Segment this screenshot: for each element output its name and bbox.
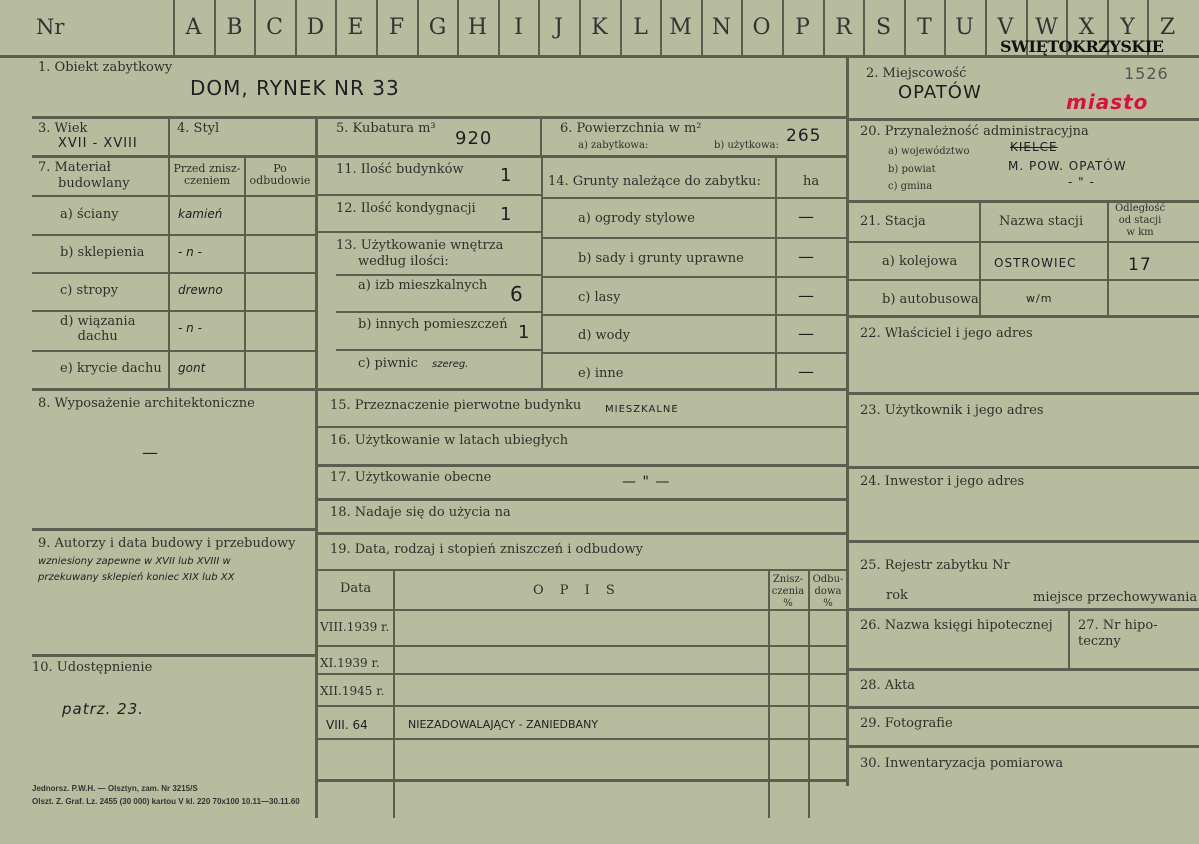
f2-stamp: miasto	[1066, 90, 1149, 114]
row-divider	[848, 118, 1199, 121]
row-divider	[848, 315, 1199, 318]
row-divider	[336, 274, 542, 276]
f21-a-name: OSTROWIEC	[994, 256, 1077, 270]
f11-label: 11. Ilość budynków	[336, 162, 464, 177]
f20-a-value: KIELCE	[1010, 140, 1058, 154]
f17-value: — " —	[622, 474, 671, 490]
f30-label: 30. Inwentaryzacja pomiarowa	[860, 756, 1064, 771]
f14-unit: ha	[803, 174, 820, 189]
f21-label: 21. Stacja	[860, 214, 926, 229]
header-letter-j: J	[554, 14, 563, 40]
header-letter-h: H	[467, 14, 488, 40]
header-letter-m: M	[669, 14, 692, 40]
f15-label: 15. Przeznaczenie pierwotne budynku	[330, 398, 582, 413]
row-divider	[316, 498, 847, 501]
header-letter-c: C	[266, 14, 283, 40]
f25-miejsce: miejsce przechowywania	[1033, 590, 1198, 605]
f14-row-value: —	[798, 207, 815, 226]
f7-row-label: d) wiązania dachu	[60, 314, 136, 344]
f13-a: a) izb mieszkalnych	[358, 278, 488, 293]
f9-value-1: wzniesiony zapewne w XVII lub XVIII w	[38, 556, 231, 567]
header-letter-z: Z	[1159, 14, 1176, 40]
row-divider	[32, 528, 316, 531]
row-divider	[316, 705, 847, 707]
f7-row-label: a) ściany	[60, 207, 119, 222]
f14-row-label: e) inne	[578, 366, 624, 381]
f26-label: 26. Nazwa księgi hipotecznej	[860, 618, 1053, 633]
f3-label: 3. Wiek	[38, 121, 88, 136]
f16-label: 16. Użytkowanie w latach ubiegłych	[330, 433, 569, 448]
row-divider	[32, 116, 847, 119]
cell-divider	[168, 118, 170, 156]
f9-label: 9. Autorzy i data budowy i przebudowy	[38, 536, 296, 551]
f8-value: —	[142, 443, 159, 462]
f7-row-label: e) krycie dachu	[60, 361, 162, 376]
f18-label: 18. Nadaje się do użycia na	[330, 505, 511, 520]
f1-value: DOM, RYNEK NR 33	[190, 76, 400, 100]
col-divider-left	[315, 118, 318, 818]
header-letter-t: T	[917, 14, 932, 40]
header-letter-o: O	[752, 14, 771, 40]
f19-col-opis: O P I S	[533, 583, 621, 598]
f12-label: 12. Ilość kondygnacji	[336, 201, 476, 216]
row-divider	[542, 197, 847, 199]
row-divider	[542, 237, 847, 239]
f7-row-value: kamień	[178, 207, 223, 221]
f25-rok: rok	[886, 588, 908, 603]
f19-col-date: Data	[340, 581, 372, 596]
f14-label: 14. Grunty należące do zabytku:	[548, 174, 761, 189]
f11-value: 1	[500, 165, 513, 186]
f19-row-date: VIII. 64	[326, 718, 368, 732]
row-divider	[32, 350, 316, 352]
f5-value: 920	[455, 128, 493, 149]
f7-row-value: drewno	[178, 283, 223, 297]
header-letter-l: L	[633, 14, 648, 40]
f12-value: 1	[500, 204, 513, 225]
f7-col-after: Po odbudowie	[249, 162, 311, 187]
row-divider	[316, 464, 847, 467]
f4-label: 4. Styl	[177, 121, 220, 136]
f21-a-dist: 17	[1128, 255, 1152, 275]
f7-row-label: b) sklepienia	[60, 245, 145, 260]
row-divider	[848, 540, 1199, 543]
row-divider	[848, 241, 1199, 243]
f7-col-before: Przed znisz- czeniem	[173, 162, 241, 187]
f7-row-value: - n -	[178, 321, 202, 335]
f14-row-label: c) lasy	[578, 290, 621, 305]
row-divider	[316, 231, 542, 233]
f6-b-value: 265	[786, 126, 822, 146]
f13-label2: według ilości:	[358, 254, 449, 269]
header-letter-e: E	[347, 14, 364, 40]
f24-label: 24. Inwestor i jego adres	[860, 474, 1025, 489]
f14-row-label: d) wody	[578, 328, 631, 343]
row-divider	[542, 276, 847, 278]
footer-line-2: Olszt. Z. Graf. Lz. 2455 (30 000) kartou V kl. 220 70x100 10.11—30.11.60	[32, 797, 300, 806]
row-divider	[32, 388, 316, 391]
f19-row-date: XI.1939 r.	[320, 656, 380, 670]
row-divider	[316, 645, 847, 647]
f15-value: MIESZKALNE	[605, 404, 679, 415]
row-divider	[32, 654, 316, 657]
f19-label: 19. Data, rodzaj i stopień zniszczeń i odbudowy	[330, 542, 644, 557]
footer-line-1: Jednorsz. P.W.H. — Olsztyn, zam. Nr 3215/S	[32, 784, 198, 793]
f20-b: b) powiat	[888, 164, 936, 175]
f20-b-value: M. POW. OPATÓW	[1008, 159, 1127, 173]
f13-b-value: 1	[518, 322, 531, 343]
header-letter-y: Y	[1120, 14, 1135, 40]
header-letter-v: V	[997, 14, 1014, 40]
row-divider	[336, 311, 542, 313]
cell-divider	[540, 118, 542, 156]
row-divider	[316, 426, 847, 428]
row-divider	[848, 706, 1199, 709]
f9-value-2: przekuwany sklepień koniec XIX lub XX	[38, 572, 235, 583]
f8-label: 8. Wyposażenie architektoniczne	[38, 396, 255, 411]
f19-row-date: VIII.1939 r.	[320, 620, 390, 634]
header-nr: Nr	[36, 15, 65, 39]
f28-label: 28. Akta	[860, 678, 916, 693]
cell-divider	[1107, 201, 1109, 315]
header-letter-s: S	[875, 14, 892, 40]
f14-row-value: —	[798, 286, 815, 305]
f14-row-value: —	[798, 362, 815, 381]
f21-a: a) kolejowa	[882, 254, 958, 269]
f19-row-opis: NIEZADOWALAJĄCY - ZANIEDBANY	[408, 718, 599, 731]
f17-label: 17. Użytkowanie obecne	[330, 470, 492, 485]
f13-c: c) piwnic	[358, 356, 418, 371]
f20-c-value: - " -	[1068, 175, 1095, 189]
f14-row-value: —	[798, 247, 815, 266]
f19-col-od: Odbu- dowa %	[812, 574, 844, 609]
row-divider	[316, 155, 847, 158]
row-divider	[848, 608, 1199, 611]
f13-c-value: szereg.	[432, 359, 469, 370]
f25-label: 25. Rejestr zabytku Nr	[860, 558, 1010, 573]
f13-label: 13. Użytkowanie wnętrza	[336, 238, 504, 253]
f2-label: 2. Miejscowość	[866, 66, 967, 81]
row-divider	[316, 738, 847, 740]
f19-row-date: XII.1945 r.	[320, 684, 385, 698]
header-letter-p: P	[795, 14, 810, 40]
row-divider	[316, 673, 847, 675]
f7-label2: budowlany	[58, 176, 130, 191]
header-letter-i: I	[514, 14, 523, 40]
row-divider	[316, 532, 847, 535]
f21-b: b) autobusowa	[882, 292, 979, 307]
f6-a: a) zabytkowa:	[578, 140, 649, 151]
row-divider	[542, 314, 847, 316]
row-divider	[32, 272, 316, 274]
cell-divider	[1068, 609, 1070, 669]
f1-label: 1. Obiekt zabytkowy	[38, 60, 173, 75]
header-letter-b: B	[226, 14, 243, 40]
header-letter-u: U	[955, 14, 974, 40]
f10-label: 10. Udostępnienie	[32, 660, 153, 675]
f7-row-value: - n -	[178, 245, 202, 259]
cell-divider	[541, 156, 543, 389]
header-letter-d: D	[306, 14, 325, 40]
f14-row-label: b) sady i grunty uprawne	[578, 251, 744, 266]
f2-number: 1526	[1124, 64, 1169, 83]
f19-col-zn: Znisz- czenia %	[771, 574, 805, 609]
f7-label: 7. Materiał	[38, 160, 111, 175]
f27-label: 27. Nr hipo- teczny	[1078, 618, 1158, 649]
f6-label: 6. Powierzchnia w m²	[560, 121, 702, 136]
row-divider	[848, 466, 1199, 469]
f13-b: b) innych pomieszczeń	[358, 317, 508, 332]
f6-b: b) użytkowa:	[714, 140, 779, 151]
f20-c: c) gmina	[888, 181, 933, 192]
f21-b-name: w/m	[1026, 292, 1053, 305]
f21-col-name: Nazwa stacji	[999, 214, 1084, 229]
header-letter-r: R	[835, 14, 852, 40]
f10-value: patrz. 23.	[62, 700, 145, 718]
row-divider	[316, 779, 847, 782]
f22-label: 22. Właściciel i jego adres	[860, 326, 1033, 341]
row-divider	[32, 155, 316, 158]
row-divider	[542, 352, 847, 354]
row-divider	[336, 349, 542, 351]
f2-value: OPATÓW	[898, 82, 982, 103]
row-divider	[32, 234, 316, 236]
f14-row-value: —	[798, 324, 815, 343]
header-letter-g: G	[428, 14, 447, 40]
cell-divider	[979, 201, 981, 315]
row-divider	[32, 195, 316, 197]
f3-value: XVII - XVIII	[58, 136, 138, 151]
col-divider-right	[846, 56, 849, 786]
f7-row-label: c) stropy	[60, 283, 119, 298]
row-divider	[848, 279, 1199, 281]
f20-a: a) województwo	[888, 146, 970, 157]
row-divider	[316, 609, 847, 611]
row-divider	[848, 745, 1199, 748]
row-divider	[32, 310, 316, 312]
cell-divider	[775, 156, 777, 389]
row-divider	[316, 388, 847, 391]
row-divider	[848, 392, 1199, 395]
row-divider	[848, 668, 1199, 671]
f5-label: 5. Kubatura m³	[336, 121, 436, 136]
row-divider	[316, 194, 542, 196]
header-letter-w: W	[1035, 14, 1058, 40]
f29-label: 29. Fotografie	[860, 716, 953, 731]
f23-label: 23. Użytkownik i jego adres	[860, 403, 1044, 418]
header-letter-a: A	[185, 14, 202, 40]
header-letter-n: N	[711, 14, 732, 40]
f13-a-value: 6	[510, 282, 524, 306]
header-letter-f: F	[388, 14, 405, 40]
region-stamp: SWIĘTOKRZYSKIE	[1000, 37, 1164, 56]
f14-row-label: a) ogrody stylowe	[578, 211, 695, 226]
header-letter-x: X	[1078, 14, 1095, 40]
f21-col-dist: Odległość od stacji w km	[1114, 203, 1166, 238]
header-letter-k: K	[591, 14, 608, 40]
f20-label: 20. Przynależność administracyjna	[860, 124, 1089, 139]
f7-row-value: gont	[178, 361, 206, 375]
